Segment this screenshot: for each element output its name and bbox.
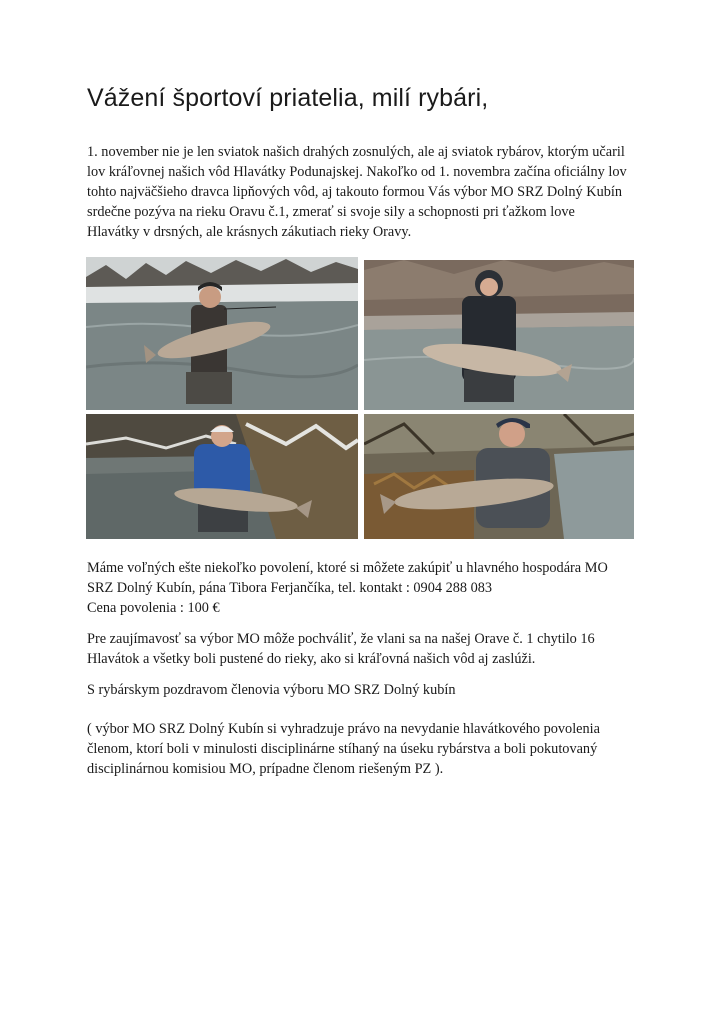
intro-line: lov kráľovnej našich vôd Hlavátky Podunajskej. Nakoľko od 1. novembra začína oficiálny lov [87,164,627,180]
permits-paragraph [87,558,647,618]
greeting-line: S rybárskym pozdravom členovia výboru MO SRZ Dolný kubín [87,682,456,698]
catch-paragraph [87,629,647,669]
catch-line: Hlavátok a všetky boli pustené do rieky, ako si kráľovná našich vôd aj zaslúži. [87,651,536,667]
note-line: ( výbor MO SRZ Dolný Kubín si vyhradzuje právo na nevydanie hlavátkového povolenia [87,721,600,737]
note-line: členom, ktorí boli v minulosti disciplinárne stíhaný na úseku rybárstva a boli pokutovaný [87,741,598,757]
photo-angler-3 [86,414,358,539]
intro-line: Hlavátky v drsných, ale krásnych zákutiach rieky Oravy. [87,224,412,240]
permits-line: Máme voľných ešte niekoľko povolení, ktoré si môžete zakúpiť u hlavného hospodára MO [87,560,608,576]
intro-paragraph [87,142,647,242]
photo-angler-2 [364,260,634,410]
photo-angler-1 [86,257,358,410]
note-paragraph [87,719,647,779]
photo-collage [86,257,634,539]
intro-line: srdečne pozýva na rieku Oravu č.1, zmerať si svoje sily a schopnosti pri ťažkom love [87,204,575,220]
note-line: disciplinárnou komisiou MO, prípadne členom riešeným PZ ). [87,761,444,777]
intro-line: tohto najväčšieho dravca lipňových vôd, aj takouto formou Vás výbor MO SRZ Dolný Kubín [87,184,622,200]
photo-angler-4 [364,414,634,539]
page-title: Vážení športoví priatelia, milí rybári, [87,84,489,112]
permit-price: Cena povolenia : 100 € [87,600,220,616]
permits-line: SRZ Dolný Kubín, pána Tibora Ferjančíka, tel. kontakt : 0904 288 083 [87,580,493,596]
intro-line: 1. november nie je len sviatok našich drahých zosnulých, ale aj sviatok rybárov, ktorým učaril [87,144,625,160]
greeting-paragraph [87,680,647,700]
catch-line: Pre zaujímavosť sa výbor MO môže pochváliť, že vlani sa na našej Orave č. 1 chytilo 16 [87,631,595,647]
